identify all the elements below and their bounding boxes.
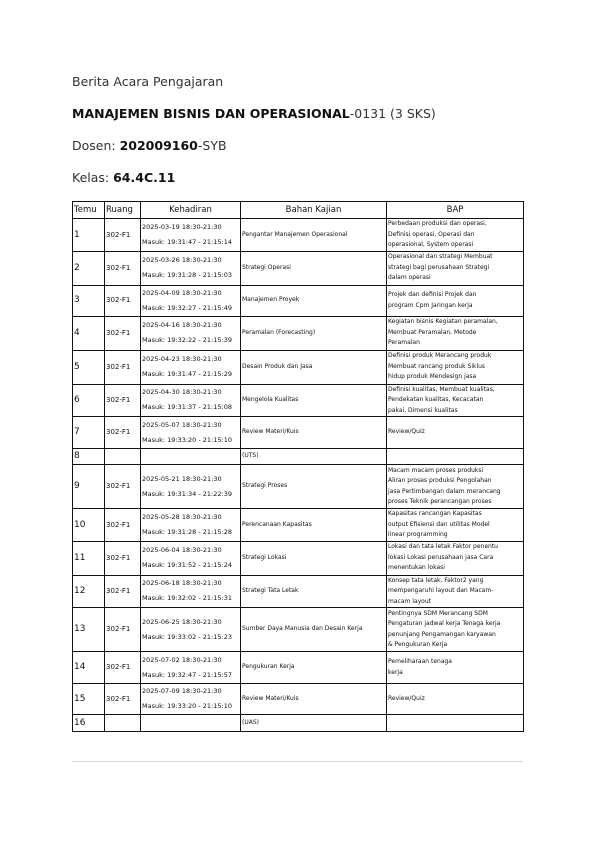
bap-line: operasional, System operasi: [388, 241, 474, 248]
room-cell: 302-F1: [105, 251, 141, 285]
check-in-time: Masuk: 19:32:47 - 21:15:57: [142, 670, 232, 679]
room-cell: 302-F1: [105, 417, 141, 449]
table-row: [73, 449, 524, 465]
lecturer-label: Dosen:: [72, 138, 120, 153]
bap-line: Membuat rancang produk Siklus: [388, 362, 486, 370]
bap-cell: [387, 251, 524, 285]
lecturer-line: [72, 138, 227, 153]
attendance-cell: [141, 575, 241, 608]
schedule-time: 2025-05-28 18:30-21:30: [142, 512, 222, 521]
attendance-cell: [141, 652, 241, 684]
course-name: MANAJEMEN BISNIS DAN OPERASIONAL: [72, 106, 350, 121]
bap-cell: [387, 608, 524, 652]
table-header-row: [73, 202, 524, 219]
schedule-time: 2025-06-25 18:30-21:30: [142, 617, 222, 626]
topic-cell: Manajemen Proyek: [241, 285, 387, 316]
check-in-time: Masuk: 19:32:27 - 21:15:49: [142, 303, 232, 312]
meeting-number: 8: [73, 449, 105, 465]
topic-cell: Desain Produk dan Jasa: [241, 350, 387, 384]
room-cell: 302-F1: [105, 316, 141, 350]
check-in-time: Masuk: 19:33:20 - 21:15:10: [142, 435, 232, 444]
check-in-time: Masuk: 19:31:28 - 21:15:03: [142, 271, 232, 279]
schedule-time: 2025-06-04 18:30-21:30: [142, 546, 222, 554]
schedule-time: 2025-04-09 18:30-21:30: [142, 288, 222, 297]
bap-line: Konsep tata letak, Faktor2 yang: [388, 576, 484, 584]
bap-line: Definisi kualitas, Membuat kualitas,: [388, 385, 495, 393]
bap-cell: [387, 509, 524, 542]
meeting-number: 6: [73, 384, 105, 417]
table-row: [73, 350, 524, 384]
table-row: [73, 219, 524, 252]
course-code: -0131 (3 SKS): [349, 106, 436, 121]
attendance-cell: [141, 465, 241, 509]
room-cell: 302-F1: [105, 465, 141, 509]
bap-cell: [387, 219, 524, 252]
room-cell: 302-F1: [105, 219, 141, 252]
bap-line: Pentingnya SDM Merancang SDM: [388, 609, 488, 617]
schedule-time: 2025-06-18 18:30-21:30: [142, 579, 222, 588]
room-cell: 302-F1: [105, 541, 141, 575]
schedule-time: 2025-07-02 18:30-21:30: [142, 655, 222, 664]
attendance-cell: [141, 219, 241, 252]
meeting-number: 14: [73, 652, 105, 684]
room-cell: 302-F1: [105, 350, 141, 384]
bap-line: proses Teknik perancangan proses: [388, 498, 492, 505]
bap-line: Perbedaan produksi dan operasi,: [388, 220, 487, 227]
bap-line: Review/Quiz: [388, 428, 425, 436]
lecturer-suffix: -SYB: [197, 138, 227, 153]
schedule-time: 2025-04-23 18:30-21:30: [142, 355, 222, 363]
attendance-cell: [141, 417, 241, 449]
topic-cell: Strategi Proses: [241, 465, 387, 509]
topic-cell: Sumber Daya Manusia dan Desain Kerja: [241, 608, 387, 652]
table-row: [73, 384, 524, 417]
meeting-number: 13: [73, 608, 105, 652]
bap-cell: [387, 684, 524, 715]
attendance-cell: [141, 316, 241, 350]
check-in-time: Masuk: 19:31:37 - 21:15:08: [142, 403, 232, 412]
table-body: [73, 219, 524, 732]
topic-cell: Strategi Tata Letak: [241, 575, 387, 608]
column-header-temu: Temu: [73, 202, 105, 219]
column-header-ruang: Ruang: [105, 202, 141, 219]
topic-cell: Review Materi/Kuis: [241, 684, 387, 715]
bap-cell: [387, 541, 524, 575]
room-cell: 302-F1: [105, 509, 141, 542]
table-row: [73, 417, 524, 449]
bap-line: strategi bagi perusahaan Strategi: [388, 263, 490, 271]
bap-line: lokasi Lokasi perusahaan jasa Cara: [388, 553, 494, 561]
attendance-cell: [141, 285, 241, 316]
bap-cell: [387, 384, 524, 417]
topic-cell: Peramalan (Forecasting): [241, 316, 387, 350]
meeting-number: 11: [73, 541, 105, 575]
schedule-time: 2025-04-30 18:30-21:30: [142, 388, 222, 397]
bap-line: program Cpm Jaringan kerja: [388, 301, 473, 309]
table-row: [73, 715, 524, 732]
attendance-cell: [141, 350, 241, 384]
table-row: [73, 652, 524, 684]
schedule-time: 2025-07-09 18:30-21:30: [142, 687, 222, 695]
meeting-number: 4: [73, 316, 105, 350]
bap-line: Macam macam proses produksi: [388, 466, 484, 474]
bap-line: output Efisiensi dan utilitas Model: [388, 520, 490, 528]
topic-cell: Pengantar Manajemen Operasional: [241, 219, 387, 252]
attendance-cell: [141, 541, 241, 575]
topic-cell: Perencanaan Kapasitas: [241, 509, 387, 542]
meeting-number: 12: [73, 575, 105, 608]
bap-line: Review/Quiz: [388, 694, 425, 702]
bap-cell: [387, 285, 524, 316]
bap-cell: [387, 575, 524, 608]
bap-cell: [387, 316, 524, 350]
bap-line: Pendekatan kualitas, Kecacatan: [388, 396, 484, 403]
bap-line: Lokasi dan tata letak Faktor penentu: [388, 543, 498, 551]
attendance-cell: [141, 384, 241, 417]
meeting-number: 2: [73, 251, 105, 285]
topic-cell: Review Materi/Kuis: [241, 417, 387, 449]
schedule-time: 2025-05-07 18:30-21:30: [142, 420, 222, 429]
teaching-record-table: [72, 201, 524, 732]
class-line: [72, 170, 175, 185]
bap-line: kerja: [388, 668, 403, 676]
bap-line: linear programming: [388, 531, 448, 538]
topic-cell: Mengelola Kualitas: [241, 384, 387, 417]
column-header-bap: BAP: [387, 202, 524, 219]
meeting-number: 15: [73, 684, 105, 715]
bap-cell: [387, 350, 524, 384]
check-in-time: Masuk: 19:32:22 - 21:15:39: [142, 336, 232, 344]
bap-line: macam layout: [388, 597, 431, 605]
table-row: [73, 575, 524, 608]
room-cell: [105, 715, 141, 732]
table-row: [73, 684, 524, 715]
attendance-cell: [141, 715, 241, 732]
table-row: [73, 509, 524, 542]
meeting-number: 10: [73, 509, 105, 542]
meeting-number: 5: [73, 350, 105, 384]
bap-line: pakai, Dimensi kualitas: [388, 406, 458, 414]
schedule-time: 2025-03-26 18:30-21:30: [142, 256, 222, 264]
topic-cell: (UTS): [241, 449, 387, 465]
bap-line: Kegiatan bisnis Kegiatan peramalan,: [388, 318, 498, 326]
class-label: Kelas:: [72, 170, 114, 185]
lecturer-id: 202009160: [119, 138, 198, 153]
bap-line: & Pengukuran Kerja: [388, 641, 448, 648]
room-cell: 302-F1: [105, 684, 141, 715]
room-cell: 302-F1: [105, 652, 141, 684]
bap-line: Peramalan: [388, 339, 420, 347]
check-in-time: Masuk: 19:31:52 - 21:15:24: [142, 561, 232, 569]
table-row: [73, 608, 524, 652]
class-value: 64.4C.11: [113, 170, 176, 185]
attendance-cell: [141, 608, 241, 652]
room-cell: 302-F1: [105, 285, 141, 316]
bap-line: Definisi operasi, Operasi dan: [388, 230, 475, 238]
bap-cell: [387, 652, 524, 684]
meeting-number: 3: [73, 285, 105, 316]
check-in-time: Masuk: 19:31:34 - 21:22:39: [142, 489, 232, 498]
bap-line: penunjang Pengamangan karyawan: [388, 630, 496, 638]
bap-line: Pemeliharaan tenaga: [388, 658, 452, 665]
footer-divider: [72, 761, 523, 762]
room-cell: 302-F1: [105, 384, 141, 417]
meeting-number: 7: [73, 417, 105, 449]
bap-line: Projek dan definisi Projek dan: [388, 291, 477, 298]
bap-cell: [387, 449, 524, 465]
bap-line: Aliran proses produksi Pengolahan: [388, 477, 492, 484]
schedule-time: 2025-04-16 18:30-21:30: [142, 321, 222, 329]
table-row: [73, 285, 524, 316]
attendance-cell: [141, 509, 241, 542]
column-header-bahan-kajian: Bahan Kajian: [241, 202, 387, 219]
check-in-time: Masuk: 19:33:20 - 21:15:10: [142, 702, 232, 710]
attendance-cell: [141, 684, 241, 715]
bap-line: menentukan lokasi: [388, 564, 445, 572]
bap-line: hidup produk Mendesign jasa: [388, 373, 477, 381]
meeting-number: 1: [73, 219, 105, 252]
bap-line: mempengaruhi layout dan Macam-: [388, 587, 494, 594]
table-row: [73, 541, 524, 575]
attendance-cell: [141, 449, 241, 465]
bap-cell: [387, 715, 524, 732]
document-title: Berita Acara Pengajaran: [72, 74, 224, 89]
bap-line: jasa Pertimbangan dalam merancang: [388, 487, 501, 495]
check-in-time: Masuk: 19:33:02 - 21:15:23: [142, 632, 232, 641]
schedule-time: 2025-05-21 18:30-21:30: [142, 474, 222, 483]
bap-line: Definisi produk Merancang produk: [388, 352, 492, 360]
course-heading: [72, 106, 436, 121]
column-header-kehadiran: Kehadiran: [141, 202, 241, 219]
bap-cell: [387, 417, 524, 449]
table-row: [73, 316, 524, 350]
meeting-number: 16: [73, 715, 105, 732]
meeting-number: 9: [73, 465, 105, 509]
check-in-time: Masuk: 19:31:47 - 21:15:29: [142, 370, 232, 378]
attendance-cell: [141, 251, 241, 285]
bap-line: Operasional dan strategi Membuat: [388, 253, 493, 261]
room-cell: [105, 449, 141, 465]
topic-cell: Pengukuran Kerja: [241, 652, 387, 684]
room-cell: 302-F1: [105, 608, 141, 652]
check-in-time: Masuk: 19:32:02 - 21:15:31: [142, 594, 232, 603]
check-in-time: Masuk: 19:31:47 - 21:15:14: [142, 237, 232, 246]
table-row: [73, 465, 524, 509]
table-row: [73, 251, 524, 285]
bap-line: Membuat Peramalan, Metode: [388, 328, 477, 336]
topic-cell: Strategi Operasi: [241, 251, 387, 285]
topic-cell: (UAS): [241, 715, 387, 732]
bap-cell: [387, 465, 524, 509]
room-cell: 302-F1: [105, 575, 141, 608]
check-in-time: Masuk: 19:31:28 - 21:15:28: [142, 527, 232, 536]
topic-cell: Strategi Lokasi: [241, 541, 387, 575]
bap-line: dalam operasi: [388, 274, 431, 282]
schedule-time: 2025-03-19 18:30-21:30: [142, 222, 222, 231]
bap-line: Pengaturan jadwal kerja Tenaga kerja: [388, 620, 501, 627]
bap-line: Kapasitas rancangan Kapasitas: [388, 510, 482, 517]
